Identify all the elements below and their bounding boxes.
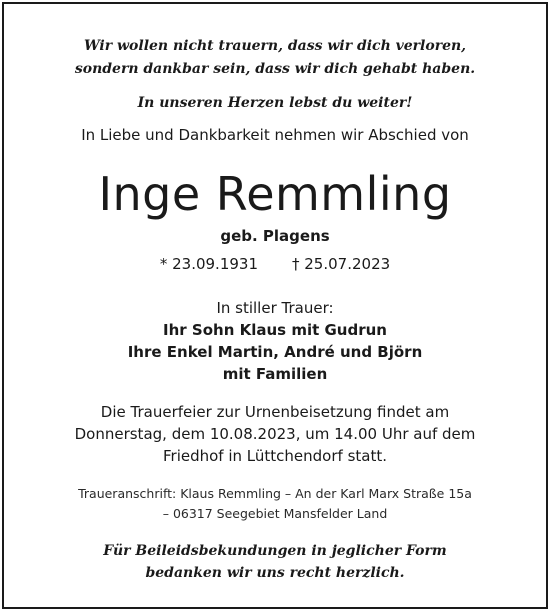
verse-line-1: Wir wollen nicht trauern, dass wir dich verloren, [83,38,467,54]
farewell-intro: In Liebe und Dankbarkeit nehmen wir Abschied von [81,126,469,144]
obituary-notice [2,2,548,609]
address-line-2: – 06317 Seegebiet Mansfelder Land [162,506,388,521]
closing-line-2: bedanken wir uns recht herzlich. [145,565,405,581]
birth-name: geb. Plagens [220,227,330,245]
mourner-line-1: Ihr Sohn Klaus mit Gudrun [163,321,387,339]
deceased-name: Inge Remmling [98,167,452,221]
life-dates [4,254,546,274]
ceremony-line-2: Donnerstag, dem 10.08.2023, um 14.00 Uhr auf dem [74,425,476,443]
birth-date: * 23.09.1931 [159,255,258,273]
mourners-intro: In stiller Trauer: [216,299,334,317]
ceremony-line-3: Friedhof in Lüttchendorf statt. [163,447,387,465]
verse-line-2: sondern dankbar sein, dass wir dich gehabt haben. [74,61,476,77]
ceremony-line-1: Die Trauerfeier zur Urnenbeisetzung findet am [100,403,450,421]
death-date: † 25.07.2023 [292,255,391,273]
closing-line-1: Für Beileidsbekundungen in jeglicher Form [103,543,447,559]
heart-line: In unseren Herzen lebst du weiter! [137,95,413,111]
mourner-line-2: Ihre Enkel Martin, André und Björn [127,343,423,361]
address-line-1: Traueranschrift: Klaus Remmling – An der Karl Marx Straße 15a [78,486,472,501]
mourner-line-3: mit Familien [222,365,328,383]
